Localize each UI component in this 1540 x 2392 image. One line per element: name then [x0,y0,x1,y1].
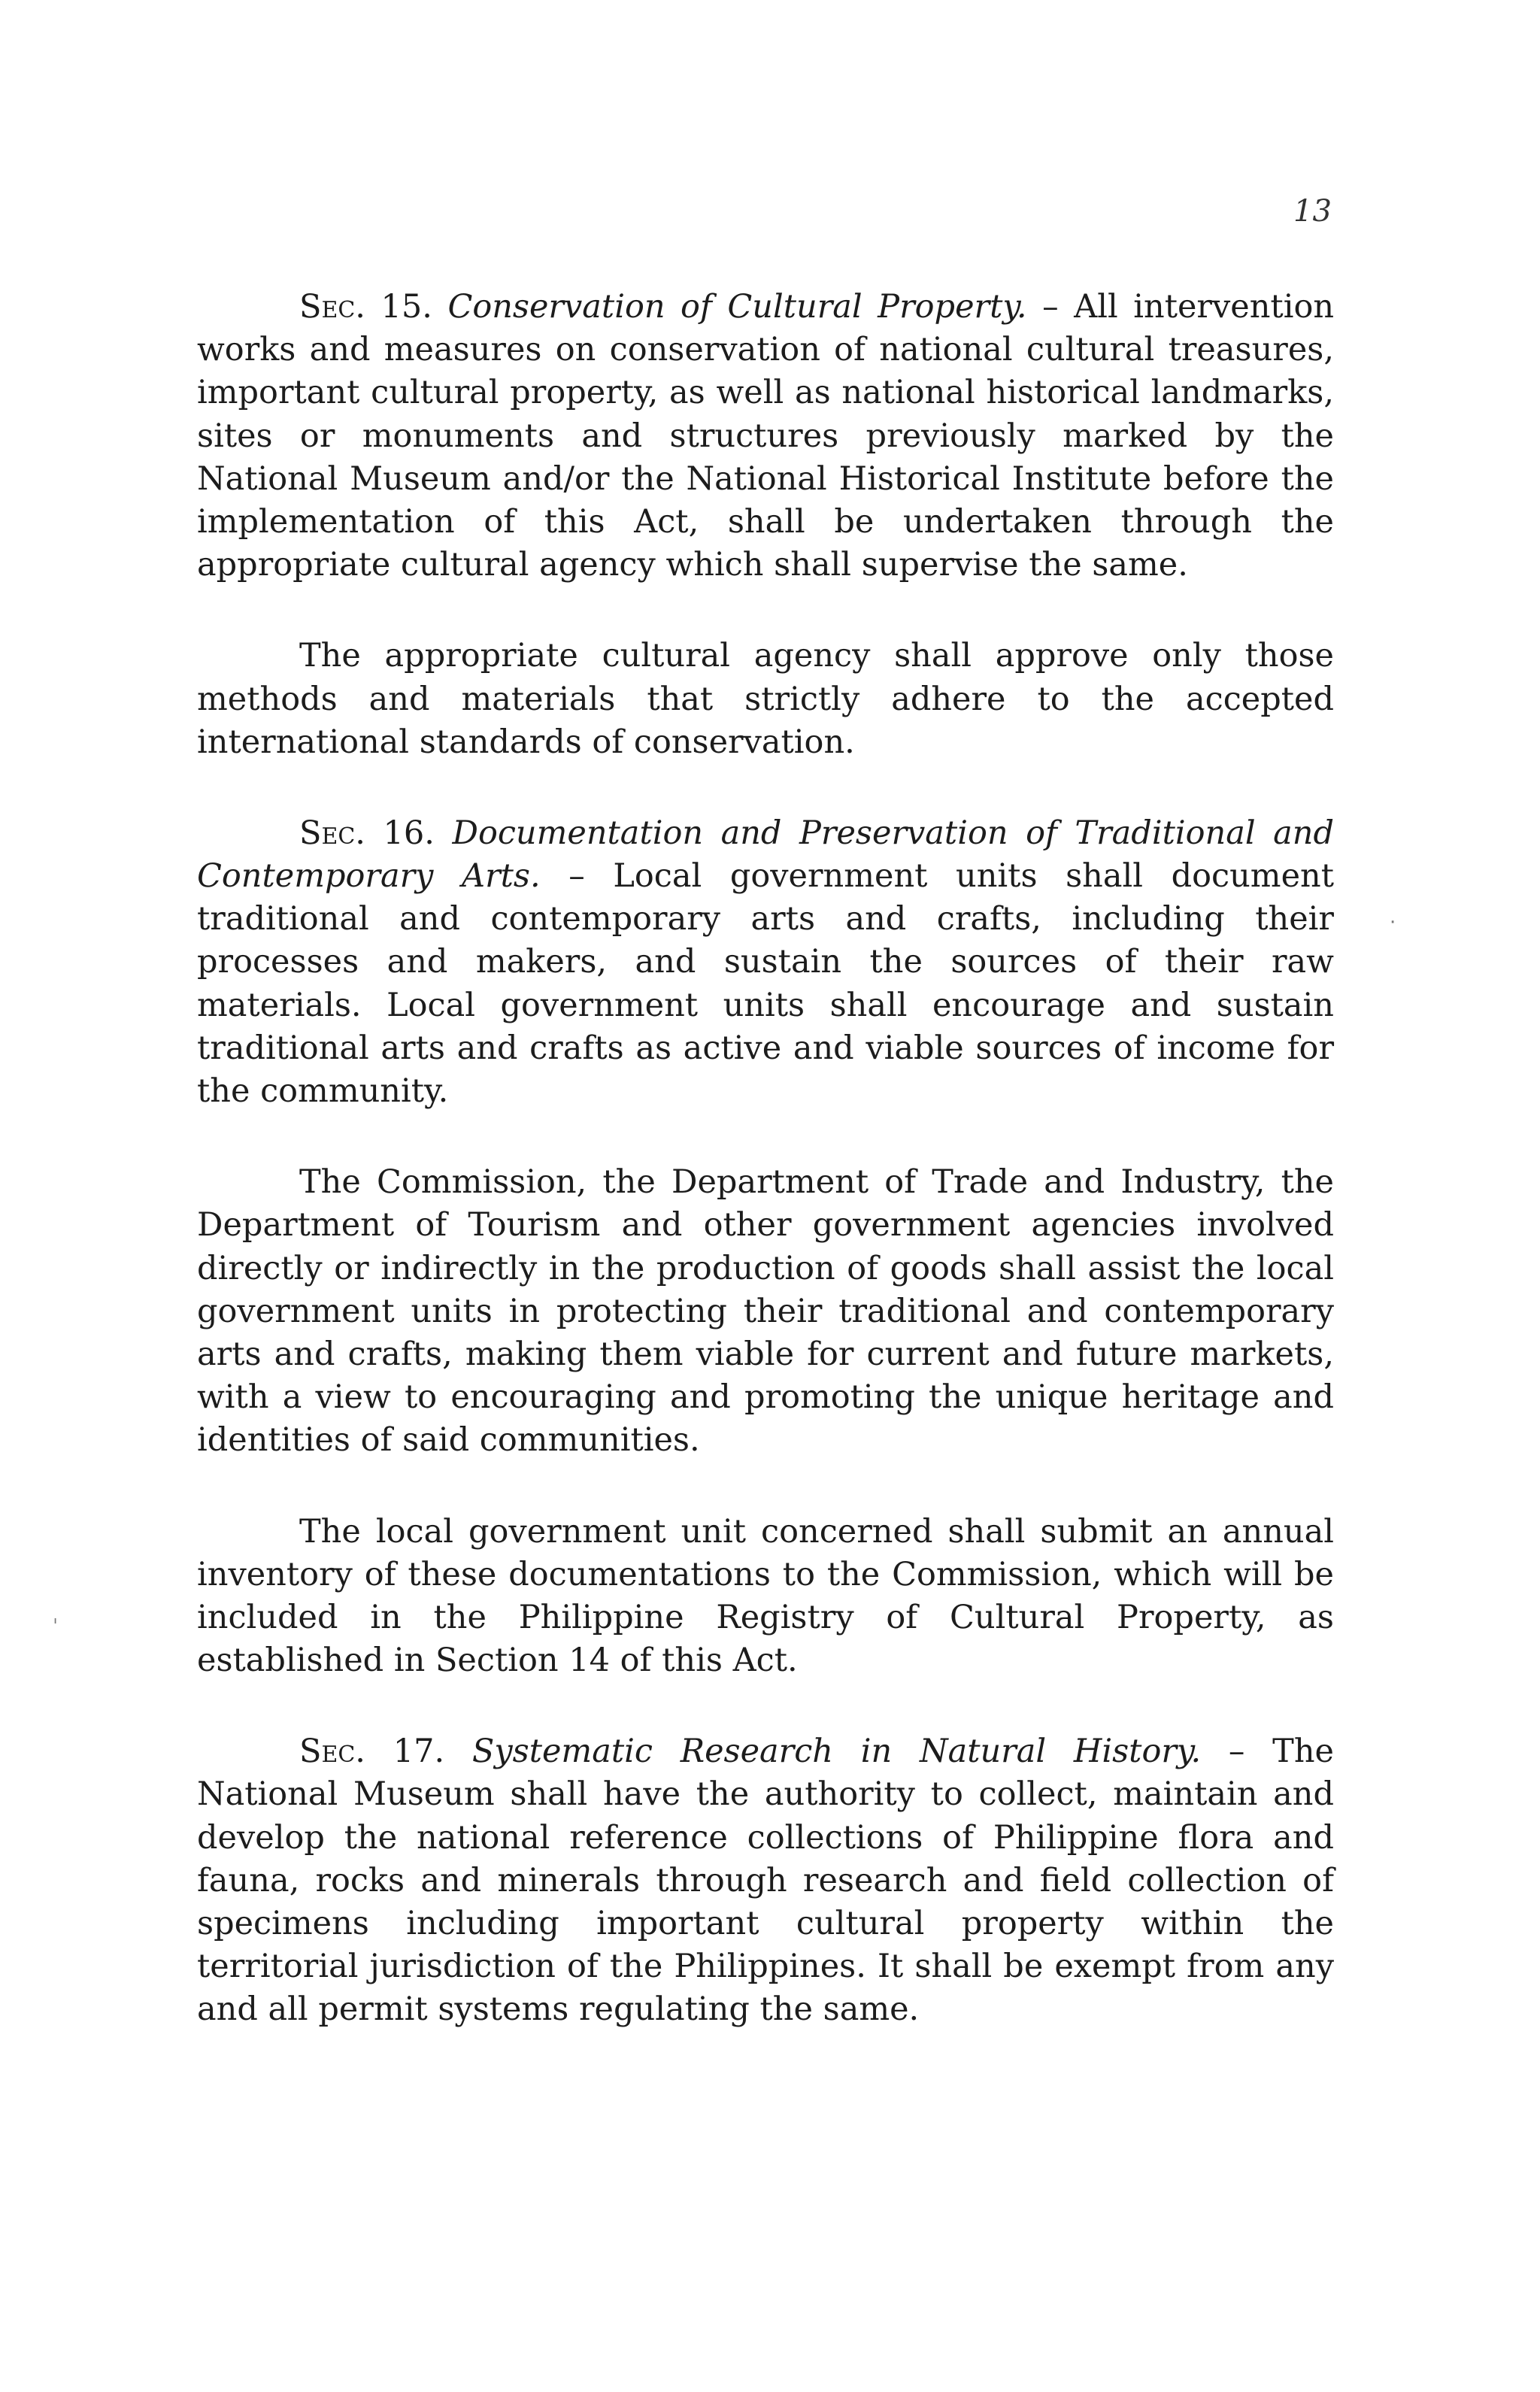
section-title: Systematic Research in Natural History. [471,1733,1202,1771]
section-label: Sec. [299,1733,365,1771]
section-17-paragraph [197,1730,1334,2031]
scan-speck-mark: · [1390,911,1396,934]
section-text: Local government units shall document traditional and contemporary arts and crafts, including their processes and makers, and sustain the sources of their raw materials. Local government units shall encourage and sustain traditional arts and crafts as active and viable sources of income for the community. [197,857,1334,1110]
section-16-paragraph-3: The local government unit concerned shall submit an annual inventory of these documentations to the Commission, which will be included in the Philippine Registry of Cultural Property, as established in Section 14 of this Act. [197,1512,1334,1680]
section-dash: – [568,857,585,896]
section-label: Sec. [299,288,365,326]
page-number: 13 [1293,194,1332,229]
section-label: Sec. [299,814,365,852]
section-16-paragraph [197,812,1334,1113]
section-15-paragraph [197,286,1334,587]
section-16-paragraph-2: The Commission, the Department of Trade and Industry, the Department of Tourism and other government agencies involved directly or indirectly in the production of goods shall assist the local government units in protecting their traditional and contemporary arts and crafts, making them viable for current and future markets, with a view to encouraging and promoting the unique heritage and identities of said communities. [197,1163,1334,1460]
section-number: 17. [393,1733,445,1771]
section-dash: – [1042,288,1059,326]
section-number: 15. [380,288,432,326]
document-body [197,286,1334,2080]
section-title: Documentation and Preservation of Traditional and Contemporary Arts. [197,814,1334,896]
section-15-paragraph-2: The appropriate cultural agency shall approve only those methods and materials that strictly adhere to the accepted international standards of conservation. [197,637,1334,761]
scan-tick-mark: ˌ [53,1603,59,1626]
section-number: 16. [383,814,435,852]
section-dash: – [1228,1733,1245,1771]
section-text: All intervention works and measures on conservation of national cultural treasures, important cultural property, as well as national historical landmarks, sites or monuments and structures previously marked by the National Museum and/or the National Historical Institute before the implementation of this Act, shall be undertaken through the appropriate cultural agency which shall supervise the same. [197,288,1335,584]
section-title: Conservation of Cultural Property. [447,288,1027,326]
section-text: The National Museum shall have the authority to collect, maintain and develop the national reference collections of Philippine flora and fauna, rocks and minerals through research and field collection of specimens including important cultural property within the territorial jurisdiction of the Philippines. It shall be exempt from any and all permit systems regulating the same. [197,1733,1334,2029]
